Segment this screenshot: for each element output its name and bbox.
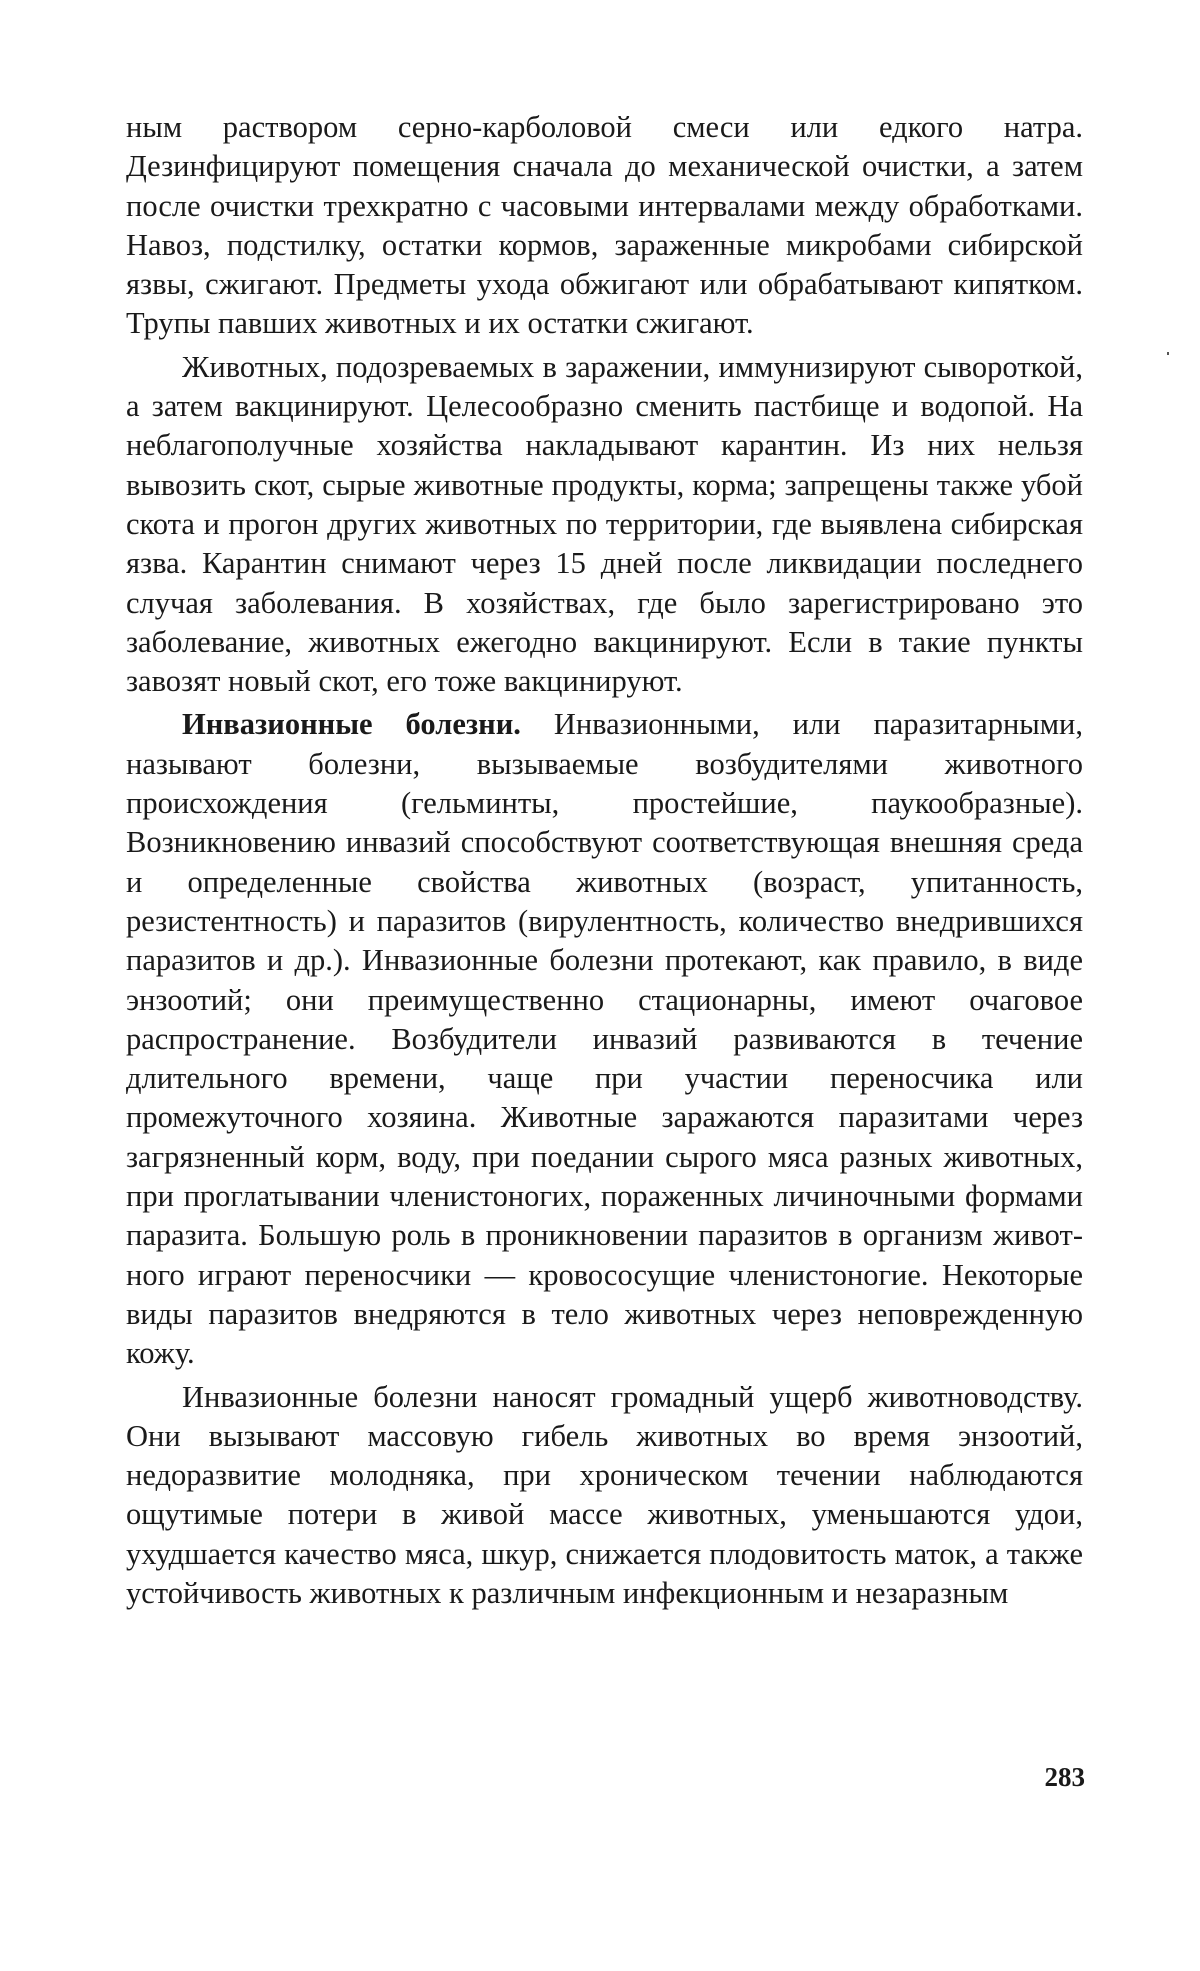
paragraph-2: Животных, подозреваемых в заражении, иммунизируют сывороткой, а затем вакцинируют. Целесообразно сменить пастбище и водопой. На неблагополучные хозяйства накладывают карантин. Из них нельзя вывозить скот, сырые животные продукты, корма; запрещены также убой скота и прогон других животных по территории, где выявлена сибирская язва. Карантин снимают через 15 дней после ликвидации последнего случая заболевания. В хозяйствах, где было зарегистрировано это заболевание, животных ежегодно вакцинируют. Если в такие пункты завозят новый скот, его тоже вакцинируют. — [126, 349, 1083, 699]
section-heading: Инвазионные болезни. — [182, 707, 521, 742]
text-column — [126, 108, 1083, 1613]
paragraph-1: ным раствором серно-карболовой смеси или едкого натра. Дезинфицируют помещения сначала до механической очистки, а затем после очистки трехкратно с часовыми интервалами между обработками. Навоз, подстилку, остатки кормов, зараженные микробами сибирской язвы, сжигают. Предметы ухода обжигают или обрабатывают кипятком. Трупы павших животных и их остатки сжигают. — [126, 110, 1083, 341]
paragraph-3-body: Инвазионными, или паразитарными, называют болезни, вызываемые возбудителями животного происхождения (гельминты, простейшие, паукообразные). Возникновению инвазий способствуют соответствующая внешняя среда и определенные свойства животных (возраст, упитанность, резистентность) и паразитов (вирулентность, количество внедрившихся паразитов и др.). Инвазионные болезни протекают, как правило, в виде энзоотий; они преимущественно стационарны, имеют очаговое распространение. Возбудители инвазий развиваются в течение длительного времени, чаще при участии переносчика или промежуточного хозяина. Животные заражаются паразитами через загрязненный корм, воду, при поедании сырого мяса разных животных, при проглатывании членистоногих, пораженных личиночными формами паразита. Большую роль в проникновении паразитов в организм животного играют переносчики — кровососущие членистоногие. Некоторые виды паразитов внедряются в тело животных через неповрежденную кожу. — [126, 707, 1084, 1371]
paragraph-3 — [126, 705, 1083, 1373]
page-number: 283 — [1044, 1762, 1085, 1792]
paragraph-4: Инвазионные болезни наносят громадный ущерб животноводству. Они вызывают массовую гибель животных во время энзоотий, недоразвитие молодняка, при хроническом течении наблюдаются ощутимые потери в живой массе животных, уменьшаются удои, ухудшается качество мяса, шкур, снижается плодовитость маток, а также устойчивость животных к различным инфекционным и незаразным — [126, 1379, 1083, 1610]
scan-speck — [1167, 352, 1169, 355]
